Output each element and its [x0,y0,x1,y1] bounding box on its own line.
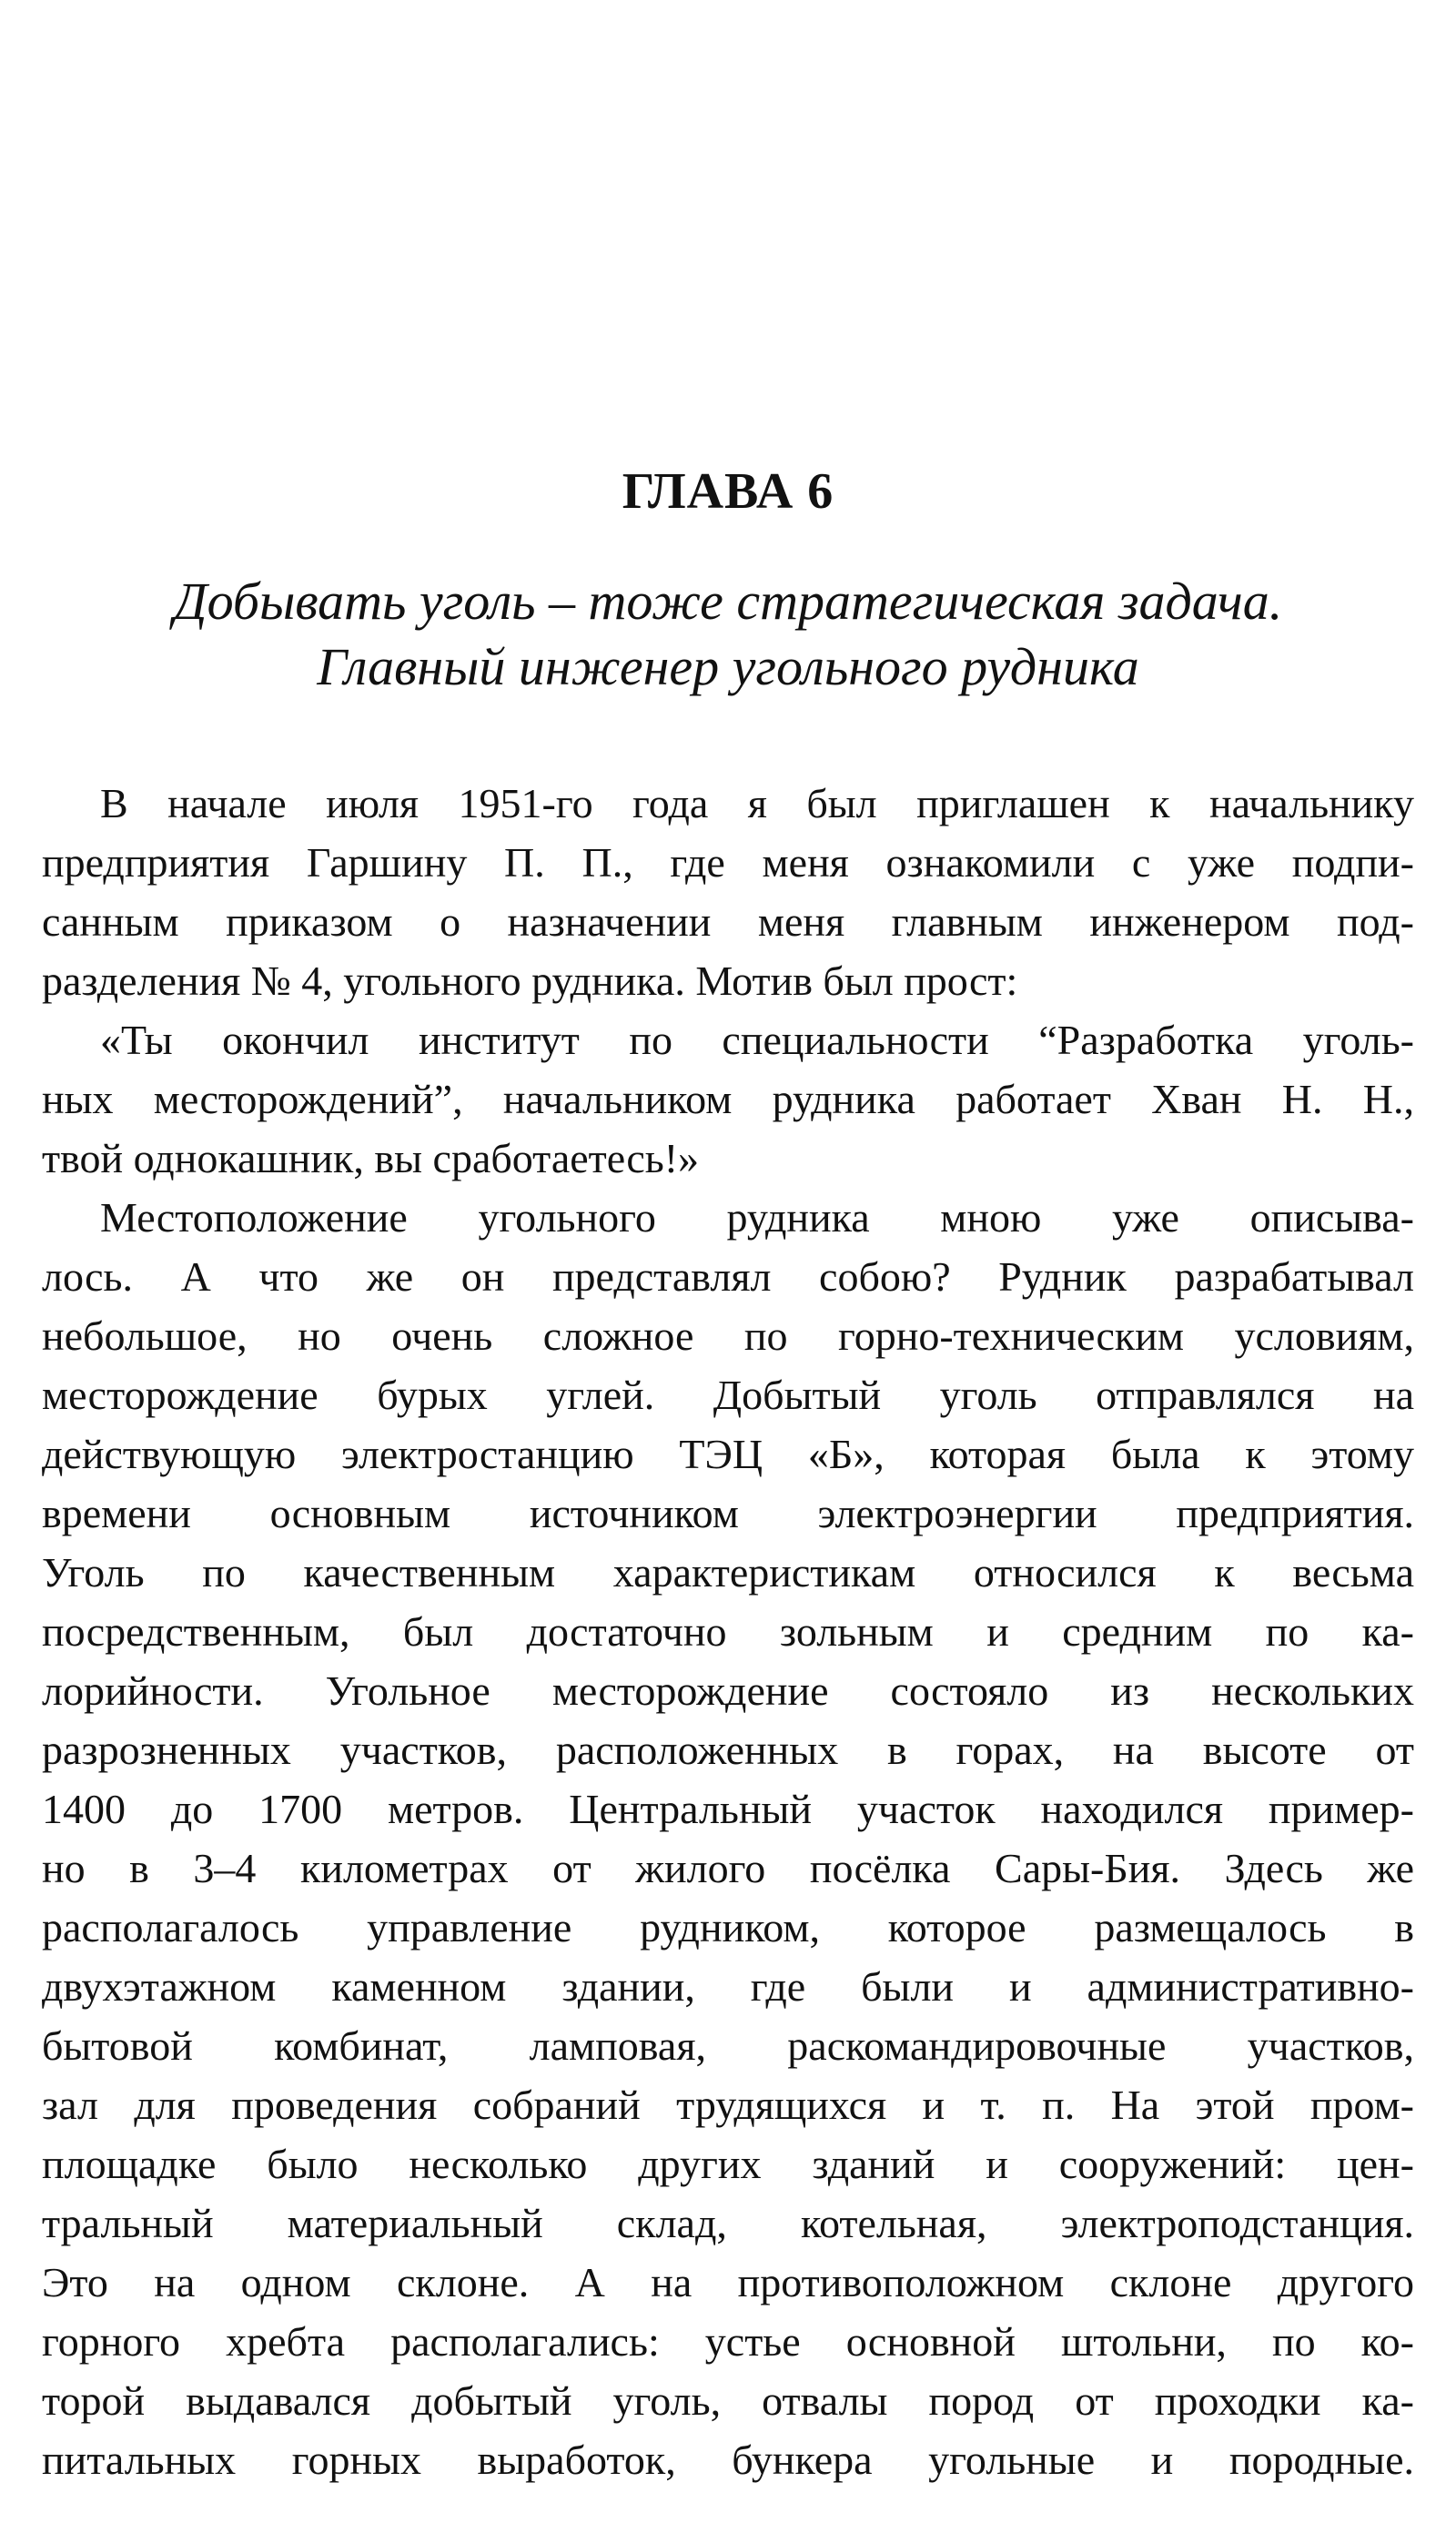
text-line: зал для проведения собраний трудящихся и т. п. На этой пром- [42,2082,1414,2128]
text-line: питальных горных выработок, бункера угольные и породные. [42,2437,1414,2483]
chapter-heading: ГЛАВА 6 [622,463,834,520]
text-line: располагалось управление рудником, которое размещалось в [42,1904,1414,1951]
text-line: твой однокашник, вы сработаетесь!» [42,1135,700,1181]
text-line: но в 3–4 километрах от жилого посёлка Сары-Бия. Здесь же [42,1845,1414,1891]
text-line: разделения № 4, угольного рудника. Мотив был прост: [42,958,1018,1004]
text-line: Местоположение угольного рудника мною уже описыва- [100,1194,1414,1241]
text-line: площадке было несколько других зданий и сооружений: цен- [42,2141,1414,2187]
paragraph-quote [42,1010,1414,1188]
text-line: посредственным, был достаточно зольным и средним по ка- [42,1608,1414,1655]
text-line: лорийности. Угольное месторождение состояло из нескольких [42,1667,1414,1714]
text-line: санным приказом о назначении меня главным инженером под- [42,898,1414,945]
text-line: двухэтажном каменном здании, где были и административно- [42,1963,1414,2010]
text-line: В начале июля 1951-го года я был приглашен к начальнику [100,780,1414,826]
text-line: торой выдавался добытый уголь, отвалы пород от проходки ка- [42,2377,1414,2424]
text-line: тральный материальный склад, котельная, электроподстанция. [42,2200,1414,2246]
chapter-subtitle-line: Главный инженер угольного рудника [317,637,1139,696]
paragraph-mine-description [42,1188,1414,2489]
text-line: месторождение бурых углей. Добытый уголь отправлялся на [42,1372,1414,1418]
text-line: Уголь по качественным характеристикам относился к весьма [42,1549,1414,1596]
text-line: времени основным источником электроэнергии предприятия. [42,1490,1414,1536]
body-text [42,774,1414,2489]
text-line: небольшое, но очень сложное по горно-техническим условиям, [42,1312,1414,1359]
text-line: разрозненных участков, расположенных в горах, на высоте от [42,1727,1414,1773]
chapter-subtitle [0,569,1456,700]
chapter-subtitle-line: Добывать уголь – тоже стратегическая задача. [173,572,1283,631]
text-line: лось. А что же он представлял собою? Рудник разрабатывал [42,1253,1414,1300]
text-line: действующую электростанцию ТЭЦ «Б», которая была к этому [42,1431,1414,1477]
text-line: «Ты окончил институт по специальности “Разработка уголь- [100,1017,1414,1063]
text-line: горного хребта располагались: устье основной штольни, по ко- [42,2318,1414,2365]
text-line: 1400 до 1700 метров. Центральный участок находился пример- [42,1786,1414,1832]
text-line: предприятия Гаршину П. П., где меня ознакомили с уже подпи- [42,839,1414,886]
text-line: бытовой комбинат, ламповая, раскомандировочные участков, [42,2022,1414,2069]
text-line: ных месторождений”, начальником рудника работает Хван Н. Н., [42,1076,1414,1122]
text-line: Это на одном склоне. А на противоположном склоне другого [42,2259,1414,2305]
paragraph-appointment [42,774,1414,1010]
